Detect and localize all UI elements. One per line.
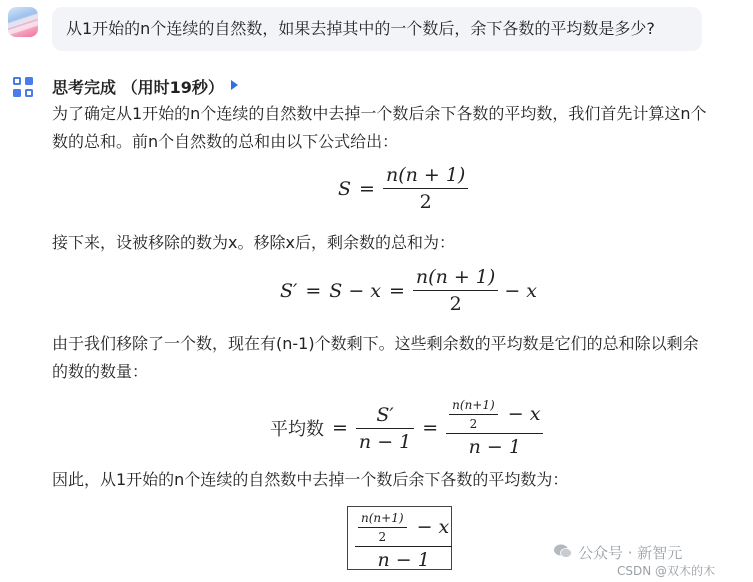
- paragraph-4: 因此，从1开始的n个连续的自然数中去掉一个数后余下各数的平均数为：: [52, 470, 569, 489]
- paragraph-3-line-1: 由于我们移除了一个数，现在有(n-1)个数剩下。这些剩余数的平均数是它们的总和除以剩余: [52, 334, 699, 353]
- triangle-right-icon[interactable]: [231, 80, 238, 90]
- fraction: $\frac{n(n+1)}{2}$ − x n − 1: [446, 398, 543, 458]
- paragraph-2: 接下来，设被移除的数为x。移除x后，剩余数的总和为：: [52, 233, 455, 252]
- user-avatar: [8, 7, 38, 37]
- formula-average: 平均数 = $\frac{S'}{n - 1}$ = $\frac{n(n+1)}{2}$ − x n − 1: [270, 398, 543, 458]
- paragraph-3-line-2: 的数的数量：: [52, 362, 149, 381]
- watermark-brand: 公众号 · 新智元: [578, 544, 683, 562]
- formula-lhs: S: [338, 177, 352, 200]
- fraction: $\frac{S'}{n - 1}$: [356, 404, 414, 453]
- formula-sum: S = $\frac{n(n + 1)}{2}$: [338, 164, 468, 213]
- fraction: $\frac{n(n+1)}{2}$ − x n − 1: [355, 511, 452, 571]
- thinking-status[interactable]: 思考完成 （用时19秒）: [52, 78, 224, 97]
- formula-final: [355, 511, 452, 571]
- fraction: $\frac{n(n + 1)}{2}$: [383, 164, 468, 213]
- app-logo-icon: [12, 76, 34, 98]
- paragraph-1-line-1: 为了确定从1开始的n个连续的自然数中去掉一个数后余下各数的平均数，我们首先计算这n个: [52, 104, 707, 123]
- user-question: 从1开始的n个连续的自然数，如果去掉其中的一个数后，余下各数的平均数是多少?: [66, 19, 655, 38]
- fraction: $\frac{n(n + 1)}{2}$: [413, 266, 498, 315]
- paragraph-1-line-2: 数的总和。前n个自然数的总和由以下公式给出：: [52, 132, 399, 151]
- wechat-icon: [553, 543, 573, 559]
- watermark-credit: CSDN @双木的木: [617, 564, 716, 578]
- formula-remaining-sum: S′ = S − x = $\frac{n(n + 1)}{2}$ − x: [280, 266, 537, 315]
